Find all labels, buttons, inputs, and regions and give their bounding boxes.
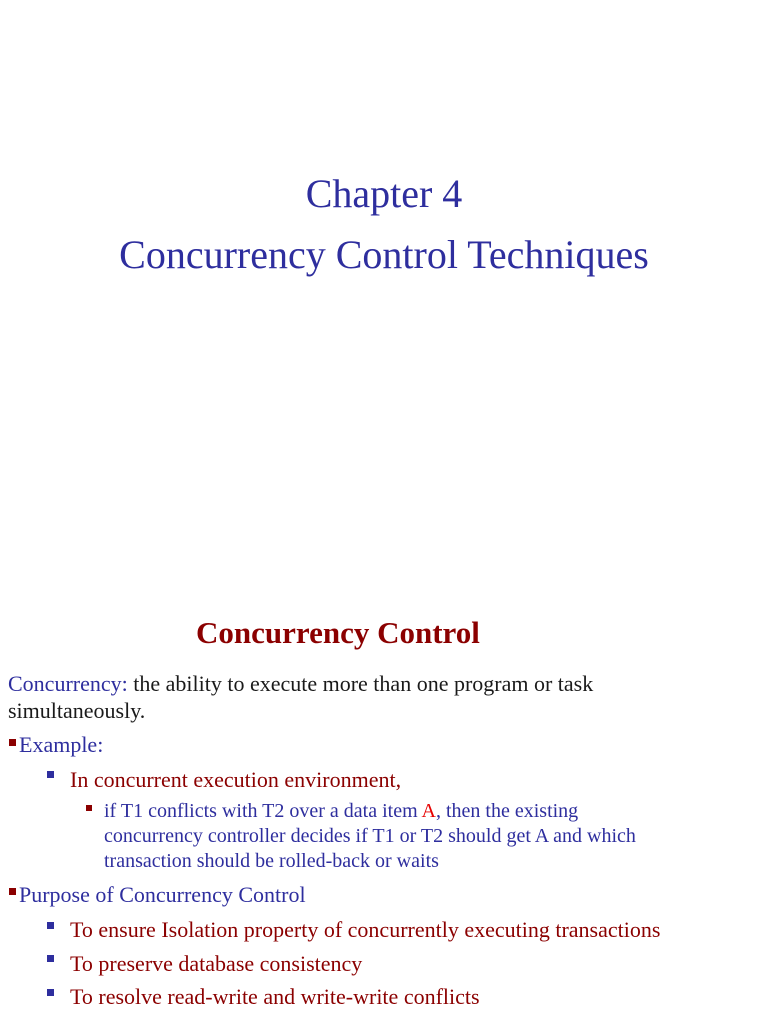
- purpose-item: To preserve database consistency: [70, 951, 363, 976]
- bullet-square-icon: [47, 922, 54, 929]
- definition-text: the ability to execute more than one program or task: [127, 671, 594, 696]
- bullet-detail-line-1: [104, 799, 578, 824]
- bullet-square-icon: [47, 771, 54, 778]
- bullet-square-icon: [47, 989, 54, 996]
- bullet-square-icon: [9, 739, 16, 746]
- purpose-item: To ensure Isolation property of concurrently executing transactions: [70, 917, 661, 942]
- purpose-item: To resolve read-write and write-write conflicts: [70, 984, 480, 1009]
- detail-text-part1: if T1 conflicts with T2 over a data item: [104, 800, 422, 822]
- definition-line-1: [8, 670, 593, 697]
- detail-text-part2: , then the existing: [435, 800, 579, 822]
- bullet-square-icon: [86, 805, 92, 811]
- chapter-title: Concurrency Control Techniques: [119, 232, 649, 277]
- chapter-number: Chapter 4: [305, 171, 463, 216]
- bullet-purpose: Purpose of Concurrency Control: [19, 882, 306, 907]
- definition-line-2: simultaneously.: [8, 698, 146, 723]
- bullet-detail-line-3: transaction should be rolled-back or waits: [104, 850, 439, 872]
- slide-heading: Concurrency Control: [196, 615, 480, 650]
- bullet-square-icon: [9, 888, 16, 895]
- bullet-example: Example:: [19, 732, 104, 757]
- bullet-environment: In concurrent execution environment,: [70, 767, 402, 792]
- bullet-detail-line-2: concurrency controller decides if T1 or T2 should get A and which: [104, 825, 636, 847]
- bullet-square-icon: [47, 955, 54, 962]
- data-item-highlight: A: [421, 800, 436, 822]
- definition-term: Concurrency:: [8, 671, 128, 696]
